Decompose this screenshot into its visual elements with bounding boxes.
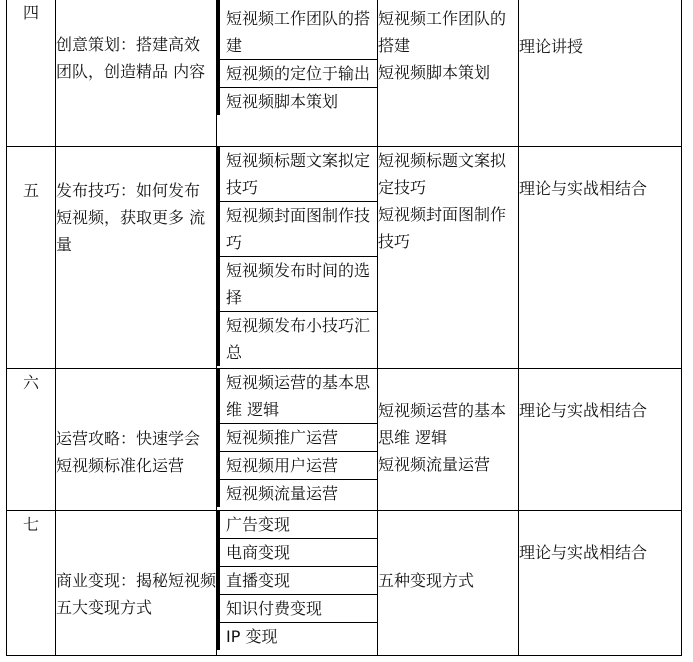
table-row	[7, 511, 682, 656]
subtopic-item: 广告变现	[220, 511, 377, 539]
topic-cell	[56, 0, 217, 147]
focus-item: 短视频标题文案拟定技巧	[378, 151, 507, 197]
table-row	[7, 369, 682, 511]
topic-text: 发布技巧：如何发布 短视频，获取更多 流量	[56, 181, 206, 254]
topic-text: 运营攻略：快速学会 短视频标准化运营	[56, 429, 201, 475]
subtopic-item: 电商变现	[220, 539, 377, 567]
method-text: 理论与实战相结合	[519, 543, 648, 562]
focus-item: 五种变现方式	[378, 571, 475, 590]
subtopic-item: 知识付费变现	[220, 595, 377, 623]
table-row	[7, 147, 682, 369]
row-number: 六	[7, 369, 56, 511]
subtopic-item: 短视频封面图制作技巧	[220, 202, 377, 257]
subtopic-item: 短视频用户运营	[220, 452, 377, 480]
topic-text: 商业变现：揭秘短视频 五大变现方式	[56, 571, 217, 617]
subtopic-cell	[217, 369, 378, 511]
row-number: 七	[7, 511, 56, 656]
focus-item: 短视频工作团队的搭建	[378, 9, 507, 55]
method-cell	[519, 511, 682, 656]
subtopic-cell	[217, 511, 378, 656]
subtopic-item: 短视频发布时间的选择	[220, 257, 377, 312]
subtopic-list	[217, 0, 377, 115]
topic-cell	[56, 369, 217, 511]
subtopic-item: 短视频流量运营	[226, 484, 339, 503]
subtopic-item: 短视频推广运营	[220, 424, 377, 452]
subtopic-item: 短视频工作团队的搭建	[220, 0, 377, 60]
method-text: 理论与实战相结合	[519, 401, 648, 420]
focus-cell	[378, 147, 519, 369]
subtopic-item: IP 变现	[226, 627, 278, 646]
subtopic-cell	[217, 0, 378, 147]
focus-cell	[378, 0, 519, 147]
subtopic-list	[217, 147, 377, 366]
method-cell	[519, 0, 682, 147]
subtopic-item: 短视频发布小技巧汇总	[226, 316, 371, 362]
course-table	[6, 0, 682, 656]
method-text: 理论与实战相结合	[519, 179, 648, 198]
topic-cell	[56, 147, 217, 369]
table-row	[7, 0, 682, 147]
focus-item: 短视频封面图制作技巧	[378, 205, 507, 251]
focus-item: 短视频运营的基本思维 逻辑	[378, 401, 507, 447]
subtopic-list	[217, 369, 377, 507]
subtopic-item: 直播变现	[220, 567, 377, 595]
row-number: 四	[7, 0, 56, 147]
focus-item: 短视频脚本策划	[378, 63, 491, 82]
subtopic-item: 短视频脚本策划	[226, 92, 339, 111]
topic-cell	[56, 511, 217, 656]
subtopic-cell	[217, 147, 378, 369]
focus-item: 短视频流量运营	[378, 455, 491, 474]
subtopic-item: 短视频运营的基本思维 逻辑	[220, 369, 377, 424]
row-number: 五	[7, 147, 56, 369]
method-text: 理论讲授	[519, 37, 584, 56]
topic-text: 创意策划：搭建高效 团队，创造精品 内容	[56, 35, 206, 81]
method-cell	[519, 147, 682, 369]
subtopic-item: 短视频标题文案拟定技巧	[220, 147, 377, 202]
focus-cell	[378, 511, 519, 656]
method-cell	[519, 369, 682, 511]
subtopic-item: 短视频的定位于输出	[220, 60, 377, 88]
focus-cell	[378, 369, 519, 511]
subtopic-list	[217, 511, 377, 650]
